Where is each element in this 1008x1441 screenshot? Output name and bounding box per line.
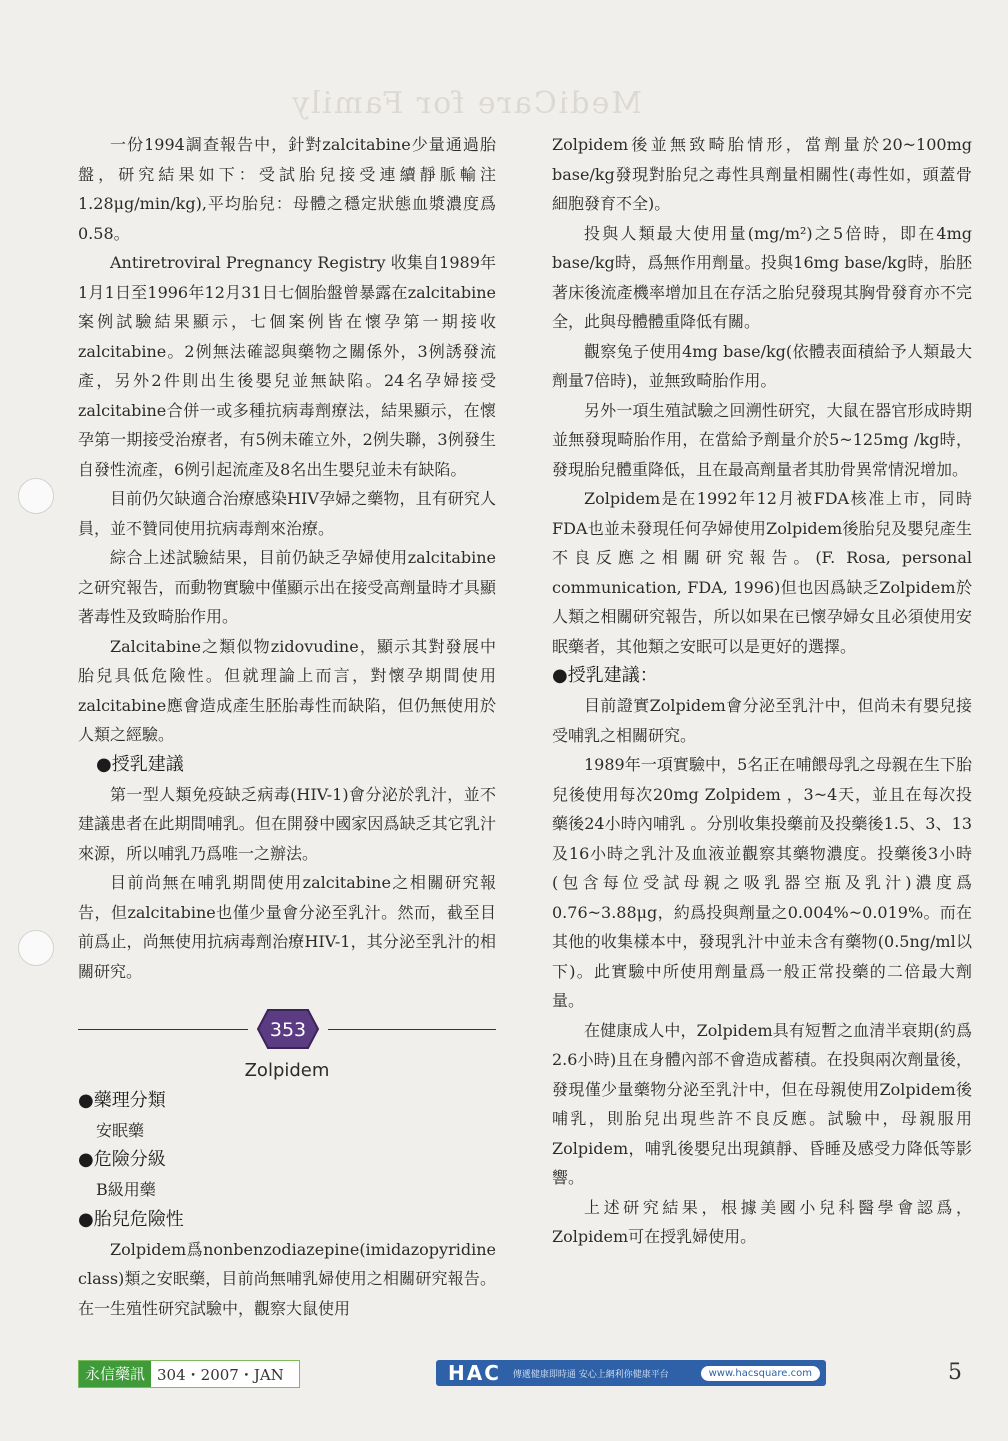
magazine-name: 永信藥訊: [79, 1361, 151, 1387]
drug-number: 353: [269, 1019, 307, 1041]
section-heading: ●危險分級: [78, 1149, 166, 1170]
section-heading: ●胎兒危險性: [78, 1208, 184, 1230]
paragraph: Antiretroviral Pregnancy Registry 收集自1989年1月1日至1996年12月31日七個胎盤曾暴露在zalcitabine案例試驗結果顯示，七個案例皆在懷孕第一期接收zalcitabine。2例無法確認與藥物之關係外，3例誘發流產，另外2件則出生後嬰兒並無缺陷。24名孕婦接受zalcitabine合併一或多種抗病毒劑療法，結果顯示，在懷孕第一期接受治療者，有5例未確立外，2例失聯，3例發生自發性流產，6例引起流產及8名出生嬰兒並未有缺陷。: [78, 253, 496, 479]
drug-divider: [78, 1008, 496, 1050]
drug-name: Zolpidem: [244, 1060, 330, 1081]
divider-line: [328, 1029, 496, 1030]
paragraph: 1989年一項實驗中，5名正在哺餵母乳之母親在生下胎兒後使用每次20mg Zolpidem ，3~4天，並且在每次投藥後24小時內哺乳 。分別收集投藥前及投藥後1.5、3、13及16小時之乳汁及血液並觀察其藥物濃度。投藥後3小時(包含每位受試母親之吸乳器空瓶及乳汁)濃度爲0.76~3.88μg，約爲投與劑量之0.004%~0.019%。而在其他的收集樣本中，發現乳汁中並未含有藥物(0.5ng/ml以下)。此實驗中所使用劑量爲一般正常投藥的二倍最大劑量。: [552, 755, 972, 1010]
hac-url-link[interactable]: www.hacsquare.com: [701, 1366, 820, 1381]
paragraph: 觀察兔子使用4mg base/kg(依體表面積給予人類最大劑量7倍時)，並無致畸胎作用。: [552, 341, 972, 390]
hac-logo: HAC: [448, 1361, 501, 1385]
paragraph: Zalcitabine之類似物zidovudine，顯示其對發展中胎兒具低危險性。但就理論上而言，對懷孕期間使用zalcitabine應會造成產生胚胎毒性而缺陷，但仍無使用於人類之經驗。: [78, 636, 496, 744]
page-number: 5: [948, 1360, 962, 1385]
paragraph: 投與人類最大使用量(mg/m²)之5倍時，即在4mg base/kg時，爲無作用劑量。投與16mg base/kg時，胎胚著床後流產機率增加且在存活之胎兒發現其胸骨發育亦不完全，此與母體體重降低有關。: [552, 223, 972, 331]
section-value: 安眠藥: [96, 1120, 145, 1140]
magazine-footer: [78, 1360, 300, 1388]
issue-info: 304・2007・JAN: [157, 1365, 284, 1384]
section-heading: ●藥理分類: [78, 1089, 166, 1111]
drug-number-badge: [256, 1008, 320, 1050]
paragraph: 目前證實Zolpidem會分泌至乳汁中，但尚未有嬰兒接受哺乳之相關研究。: [552, 696, 972, 745]
hac-tagline: 傳遞健康即時通 安心上網利你健康平台: [512, 1369, 669, 1380]
section-value: B級用藥: [96, 1180, 156, 1199]
paragraph: 目前尚無在哺乳期間使用zalcitabine之相關研究報告，但zalcitabine也僅少量會分泌至乳汁。然而，截至目前爲止，尚無使用抗病毒劑治療HIV-1，其分泌至乳汁的相關研究。: [78, 873, 496, 981]
binder-hole: [18, 478, 54, 514]
paragraph: 一份1994調查報告中，針對zalcitabine少量通過胎盤，研究結果如下：受試胎兒接受連續靜脈輸注1.28μg/min/kg),平均胎兒：母體之穩定狀態血漿濃度爲0.58。: [78, 135, 496, 243]
hac-banner[interactable]: [436, 1360, 826, 1386]
paragraph: 另外一項生殖試驗之回溯性研究，大鼠在器官形成時期並無發現畸胎作用，在當給予劑量介於5~125mg /kg時，發現胎兒體重降低，且在最高劑量者其肋骨異常情況增加。: [552, 400, 972, 479]
right-column: [552, 130, 972, 1252]
binder-hole: [18, 930, 54, 966]
paragraph: 上述研究結果，根據美國小兒科醫學會認爲，Zolpidem可在授乳婦使用。: [552, 1197, 972, 1246]
watermark-text: MediCare for Family: [290, 86, 643, 121]
paragraph: Zolpidem是在1992年12月被FDA核准上市，同時FDA也並未發現任何孕婦使用Zolpidem後胎兒及嬰兒產生不良反應之相關研究報告。(F. Rosa, personal communication, FDA, 1996)但也因爲缺乏Zolpidem於人類之相關研究報告，所以如果在已懷孕婦女且必須使用安眠藥者，其他類之安眠可以是更好的選擇。: [552, 489, 972, 656]
section-heading: ●授乳建議: [96, 753, 184, 775]
divider-line: [78, 1029, 248, 1030]
paragraph: 綜合上述試驗結果，目前仍缺乏孕婦使用zalcitabine之研究報告，而動物實驗中僅顯示出在接受高劑量時才具顯著毒性及致畸胎作用。: [78, 548, 496, 626]
paragraph: Zolpidem爲nonbenzodiazepine(imidazopyridine class)類之安眠藥，目前尚無哺乳婦使用之相關研究報告。在一生殖性研究試驗中，觀察大鼠使用: [78, 1239, 496, 1318]
paragraph: 目前仍欠缺適合治療感染HIV孕婦之藥物，且有研究人員，並不贊同使用抗病毒劑來治療。: [78, 489, 496, 538]
paragraph: 在健康成人中，Zolpidem具有短暫之血清半衰期(約爲2.6小時)且在身體內部不會造成蓄積。在投與兩次劑量後，發現僅少量藥物分泌至乳汁中，但在母親使用Zolpidem後哺乳，則胎兒出現些許不良反應。試驗中，母親服用Zolpidem，哺乳後嬰兒出現鎮靜、昏睡及感受力降低等影響。: [552, 1020, 972, 1187]
section-heading: ●授乳建議：: [552, 665, 658, 686]
paragraph: Zolpidem後並無致畸胎情形，當劑量於20~100mg base/kg發現對胎兒之毒性具劑量相關性(毒性如，頭蓋骨細胞發育不全)。: [552, 135, 972, 213]
left-column: [78, 130, 496, 1323]
paragraph: 第一型人類免疫缺乏病毒(HIV-1)會分泌於乳汁，並不建議患者在此期間哺乳。但在開發中國家因爲缺乏其它乳汁來源，所以哺乳乃爲唯一之辦法。: [78, 784, 496, 863]
